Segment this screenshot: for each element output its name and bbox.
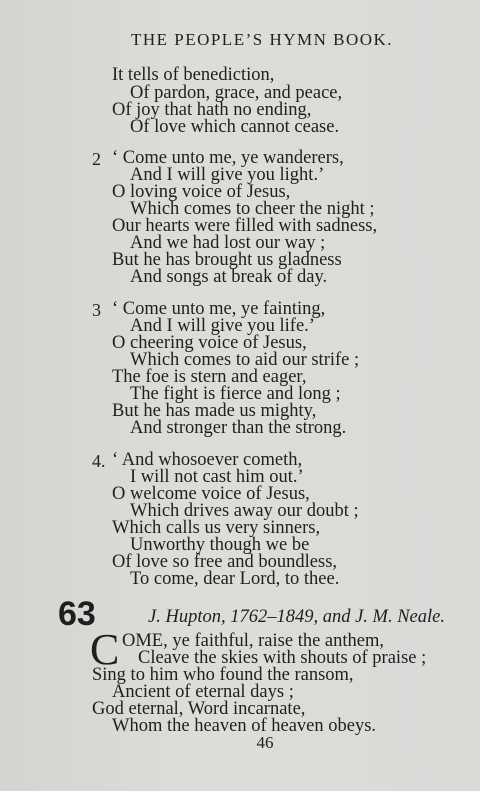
verse-line: Which drives away our doubt ;: [130, 501, 359, 521]
hymn-author: J. Hupton, 1762–1849, and J. M. Neale.: [148, 607, 445, 627]
drop-cap: C: [90, 625, 120, 674]
verse-line: O loving voice of Jesus,: [112, 182, 291, 202]
verse-line: And stronger than the strong.: [130, 418, 347, 438]
verse-line: O welcome voice of Jesus,: [112, 484, 310, 504]
verse-line: Which calls us very sinners,: [112, 518, 321, 538]
hymn-line: God eternal, Word incarnate,: [92, 699, 306, 719]
verse-line: And songs at break of day.: [130, 267, 328, 287]
verse-number: 2: [92, 149, 101, 169]
verse-number: 4.: [92, 451, 106, 471]
hymn-line: Cleave the skies with shouts of praise ;: [138, 648, 427, 668]
hymn-line: Whom the heaven of heaven obeys.: [112, 716, 377, 736]
verse-number: 3: [92, 300, 101, 320]
verse-line: Our hearts were filled with sadness,: [112, 216, 378, 236]
verse-line: It tells of benediction,: [112, 65, 275, 85]
hymn-line: Ancient of eternal days ;: [112, 682, 294, 702]
verse-line: Of love which cannot cease.: [130, 117, 340, 137]
verse-line: Of love so free and boundless,: [112, 552, 338, 572]
verse-line: ‘ And whosoever cometh,: [112, 450, 303, 470]
verse-line: But he has made us mighty,: [112, 401, 317, 421]
verse-line: Which comes to cheer the night ;: [130, 199, 375, 219]
verse-line: And I will give you light.’: [130, 165, 325, 185]
verse-line: Of pardon, grace, and peace,: [130, 83, 343, 103]
hymn-number: 63: [58, 595, 96, 633]
verse-line: Unworthy though we be: [130, 535, 310, 555]
hymn-line: OME, ye faithful, raise the anthem,: [122, 631, 384, 651]
running-header: THE PEOPLE’S HYMN BOOK.: [130, 30, 394, 49]
hymn-line: Sing to him who found the ransom,: [92, 665, 354, 685]
verse-line: And we had lost our way ;: [130, 233, 326, 253]
verse-line: ‘ Come unto me, ye fainting,: [112, 299, 326, 319]
verse-line: But he has brought us gladness: [112, 250, 342, 270]
page-number: 46: [256, 733, 274, 752]
verse-line: The foe is stern and eager,: [112, 367, 307, 387]
verse-line: Of joy that hath no ending,: [112, 100, 312, 120]
verse-line: I will not cast him out.’: [130, 467, 304, 487]
verse-line: To come, dear Lord, to thee.: [130, 569, 340, 589]
verse-line: Which comes to aid our strife ;: [130, 350, 360, 370]
verse-line: And I will give you life.’: [130, 316, 315, 336]
verse-line: O cheering voice of Jesus,: [112, 333, 307, 353]
verse-line: The fight is fierce and long ;: [130, 384, 341, 404]
verse-line: ‘ Come unto me, ye wanderers,: [112, 148, 344, 168]
